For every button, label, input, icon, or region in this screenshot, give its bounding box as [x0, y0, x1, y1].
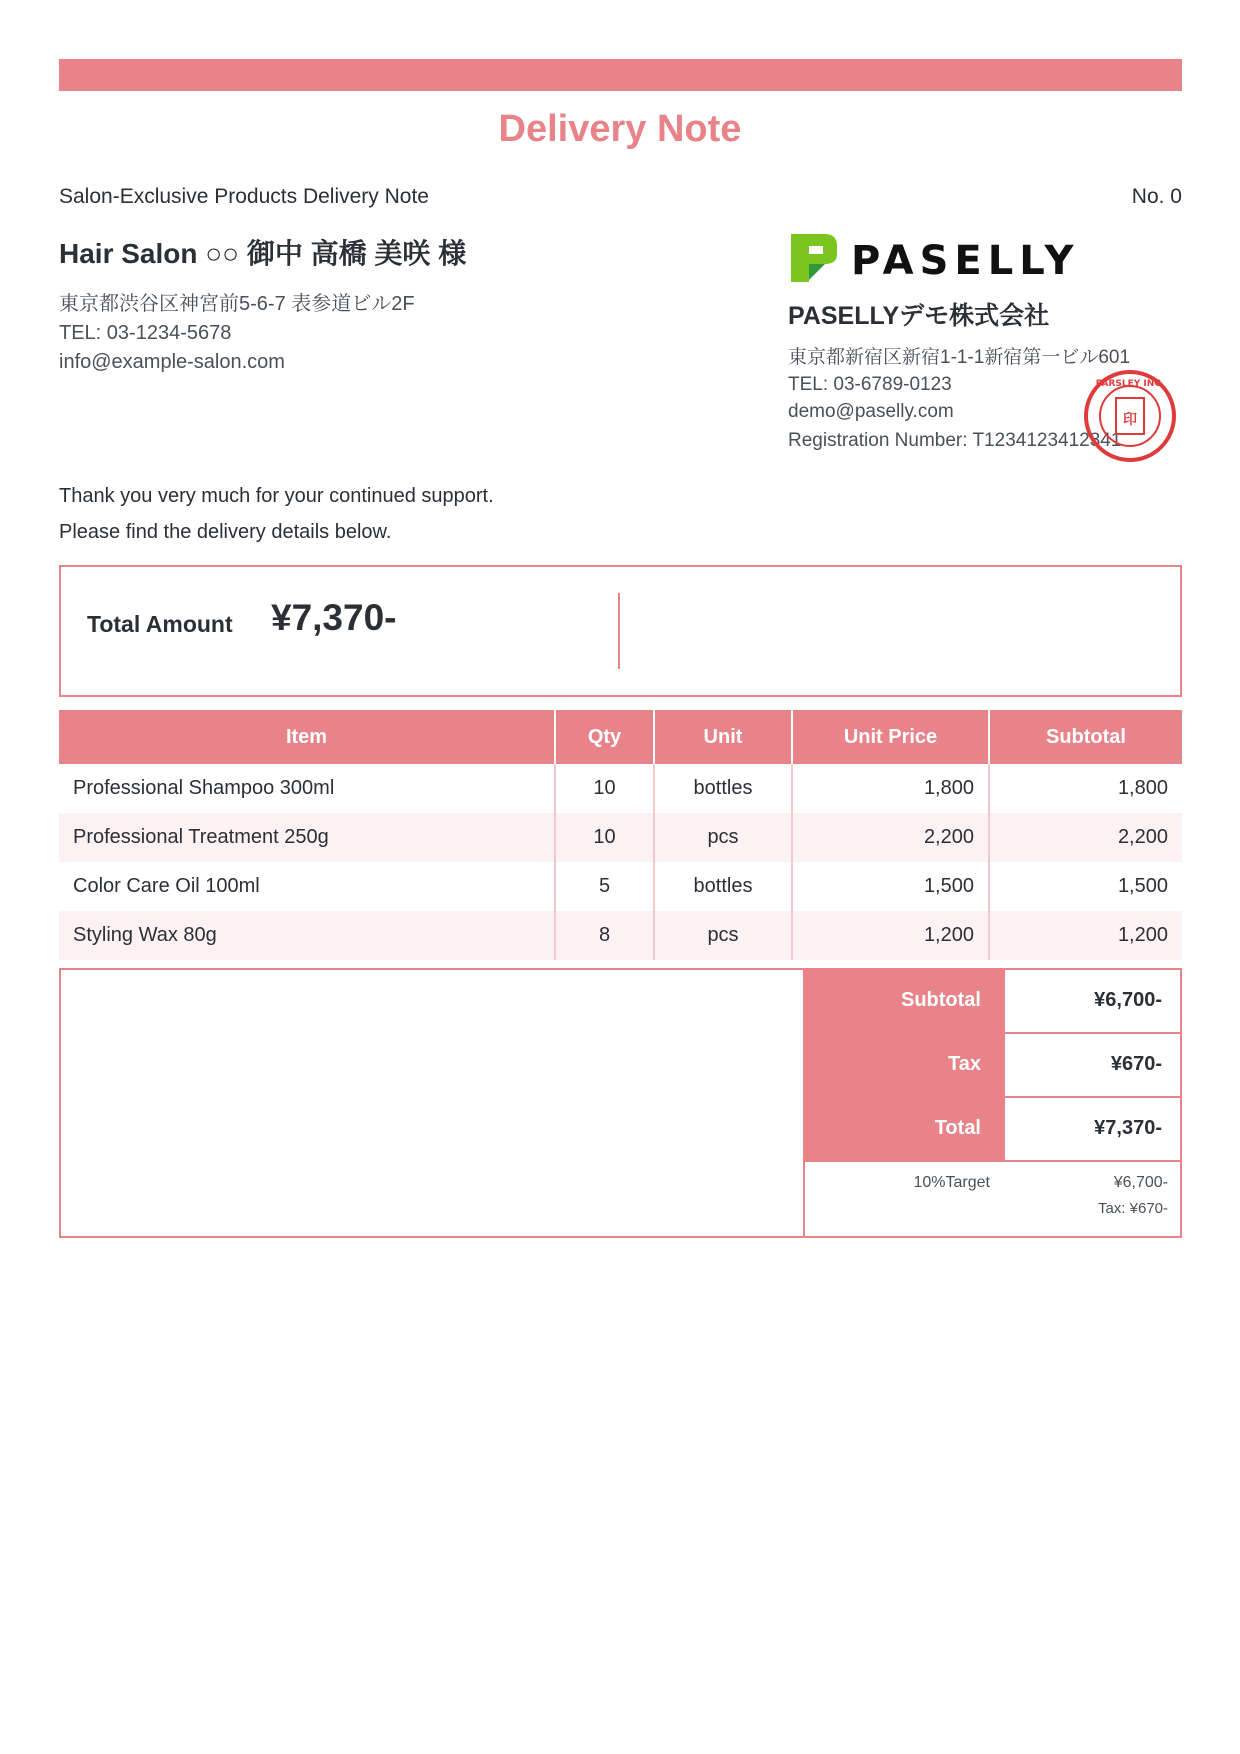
company-name: PASELLYデモ株式会社: [788, 302, 1050, 330]
cell-subtotal: 1,800: [989, 764, 1182, 813]
cell-unit: bottles: [654, 764, 792, 813]
company-tel: TEL: 03-6789-0123: [788, 374, 952, 395]
greeting-line-2: Please find the delivery details below.: [59, 521, 392, 543]
client-address: 東京都渋谷区神宮前5-6-7 表参道ビル2F: [59, 293, 415, 315]
summary-subtotal-value: ¥6,700-: [1003, 970, 1182, 1034]
cell-item: Styling Wax 80g: [59, 911, 555, 960]
header-accent-bar: [59, 59, 1182, 91]
company-details: [788, 344, 1130, 425]
summary-block: [803, 970, 1182, 1236]
client-tel: TEL: 03-1234-5678: [59, 322, 232, 344]
table-header-row: [59, 710, 1182, 764]
summary-tax-label: Tax: [805, 1034, 1003, 1098]
total-amount-box: [59, 565, 1182, 697]
seal-stamp-icon: [1082, 368, 1178, 464]
cell-item: Professional Treatment 250g: [59, 813, 555, 862]
total-box-divider: [618, 593, 620, 669]
document-number: No. 0: [1131, 185, 1182, 208]
cell-unit-price: 1,200: [792, 911, 989, 960]
summary-section: [59, 968, 1182, 1238]
cell-unit-price: 1,500: [792, 862, 989, 911]
summary-row-total: [805, 1098, 1182, 1162]
cell-qty: 5: [555, 862, 654, 911]
paselly-logo-icon: [787, 230, 1087, 286]
cell-unit: pcs: [654, 813, 792, 862]
company-seal: [1082, 368, 1178, 469]
column-header-subtotal: Subtotal: [989, 710, 1182, 764]
logo-wordmark: PASELLY: [851, 238, 1080, 284]
seal-text: PARSLEY INC.: [1095, 379, 1165, 389]
cell-unit-price: 2,200: [792, 813, 989, 862]
cell-qty: 10: [555, 764, 654, 813]
table-row: [59, 911, 1182, 960]
summary-total-value: ¥7,370-: [1003, 1098, 1182, 1162]
cell-qty: 8: [555, 911, 654, 960]
tax-target-label: 10%Target: [913, 1174, 990, 1191]
summary-tax-value: ¥670-: [1003, 1034, 1182, 1098]
tax-target-value: ¥6,700-: [1113, 1174, 1168, 1191]
column-header-unit-price: Unit Price: [792, 710, 989, 764]
greeting-line-1: Thank you very much for your continued support.: [59, 485, 494, 507]
column-header-qty: Qty: [555, 710, 654, 764]
cell-subtotal: 1,200: [989, 911, 1182, 960]
summary-row-tax: [805, 1034, 1182, 1098]
cell-subtotal: 1,500: [989, 862, 1182, 911]
client-details: [59, 290, 415, 377]
company-address: 東京都新宿区新宿1-1-1新宿第一ビル601: [788, 347, 1131, 368]
greeting: [59, 478, 494, 550]
company-logo: [787, 230, 1087, 291]
cell-unit: bottles: [654, 862, 792, 911]
cell-unit-price: 1,800: [792, 764, 989, 813]
cell-unit: pcs: [654, 911, 792, 960]
client-name: Hair Salon ○○ 御中 高橋 美咲 様: [59, 238, 467, 269]
column-header-unit: Unit: [654, 710, 792, 764]
column-header-item: Item: [59, 710, 555, 764]
svg-text:印: 印: [1123, 412, 1137, 428]
client-email: info@example-salon.com: [59, 351, 285, 373]
cell-subtotal: 2,200: [989, 813, 1182, 862]
table-row: [59, 862, 1182, 911]
summary-subtotal-label: Subtotal: [805, 970, 1003, 1034]
cell-item: Color Care Oil 100ml: [73, 875, 260, 897]
document-title: Delivery Note: [498, 108, 742, 150]
table-row: [59, 764, 1182, 813]
company-email: demo@paselly.com: [788, 401, 954, 422]
cell-item: Professional Shampoo 300ml: [73, 777, 335, 799]
table-row: [59, 813, 1182, 862]
items-table: [59, 710, 1182, 960]
total-amount-value: ¥7,370-: [271, 597, 397, 638]
cell-qty: 10: [555, 813, 654, 862]
registration-number: Registration Number: T1234123412341: [788, 430, 1122, 451]
document-subtitle: Salon-Exclusive Products Delivery Note: [59, 185, 429, 208]
total-amount-label: Total Amount: [87, 611, 233, 637]
summary-row-subtotal: [805, 970, 1182, 1034]
summary-total-label: Total: [805, 1098, 1003, 1162]
tax-target-tax: Tax: ¥670-: [1097, 1200, 1168, 1217]
